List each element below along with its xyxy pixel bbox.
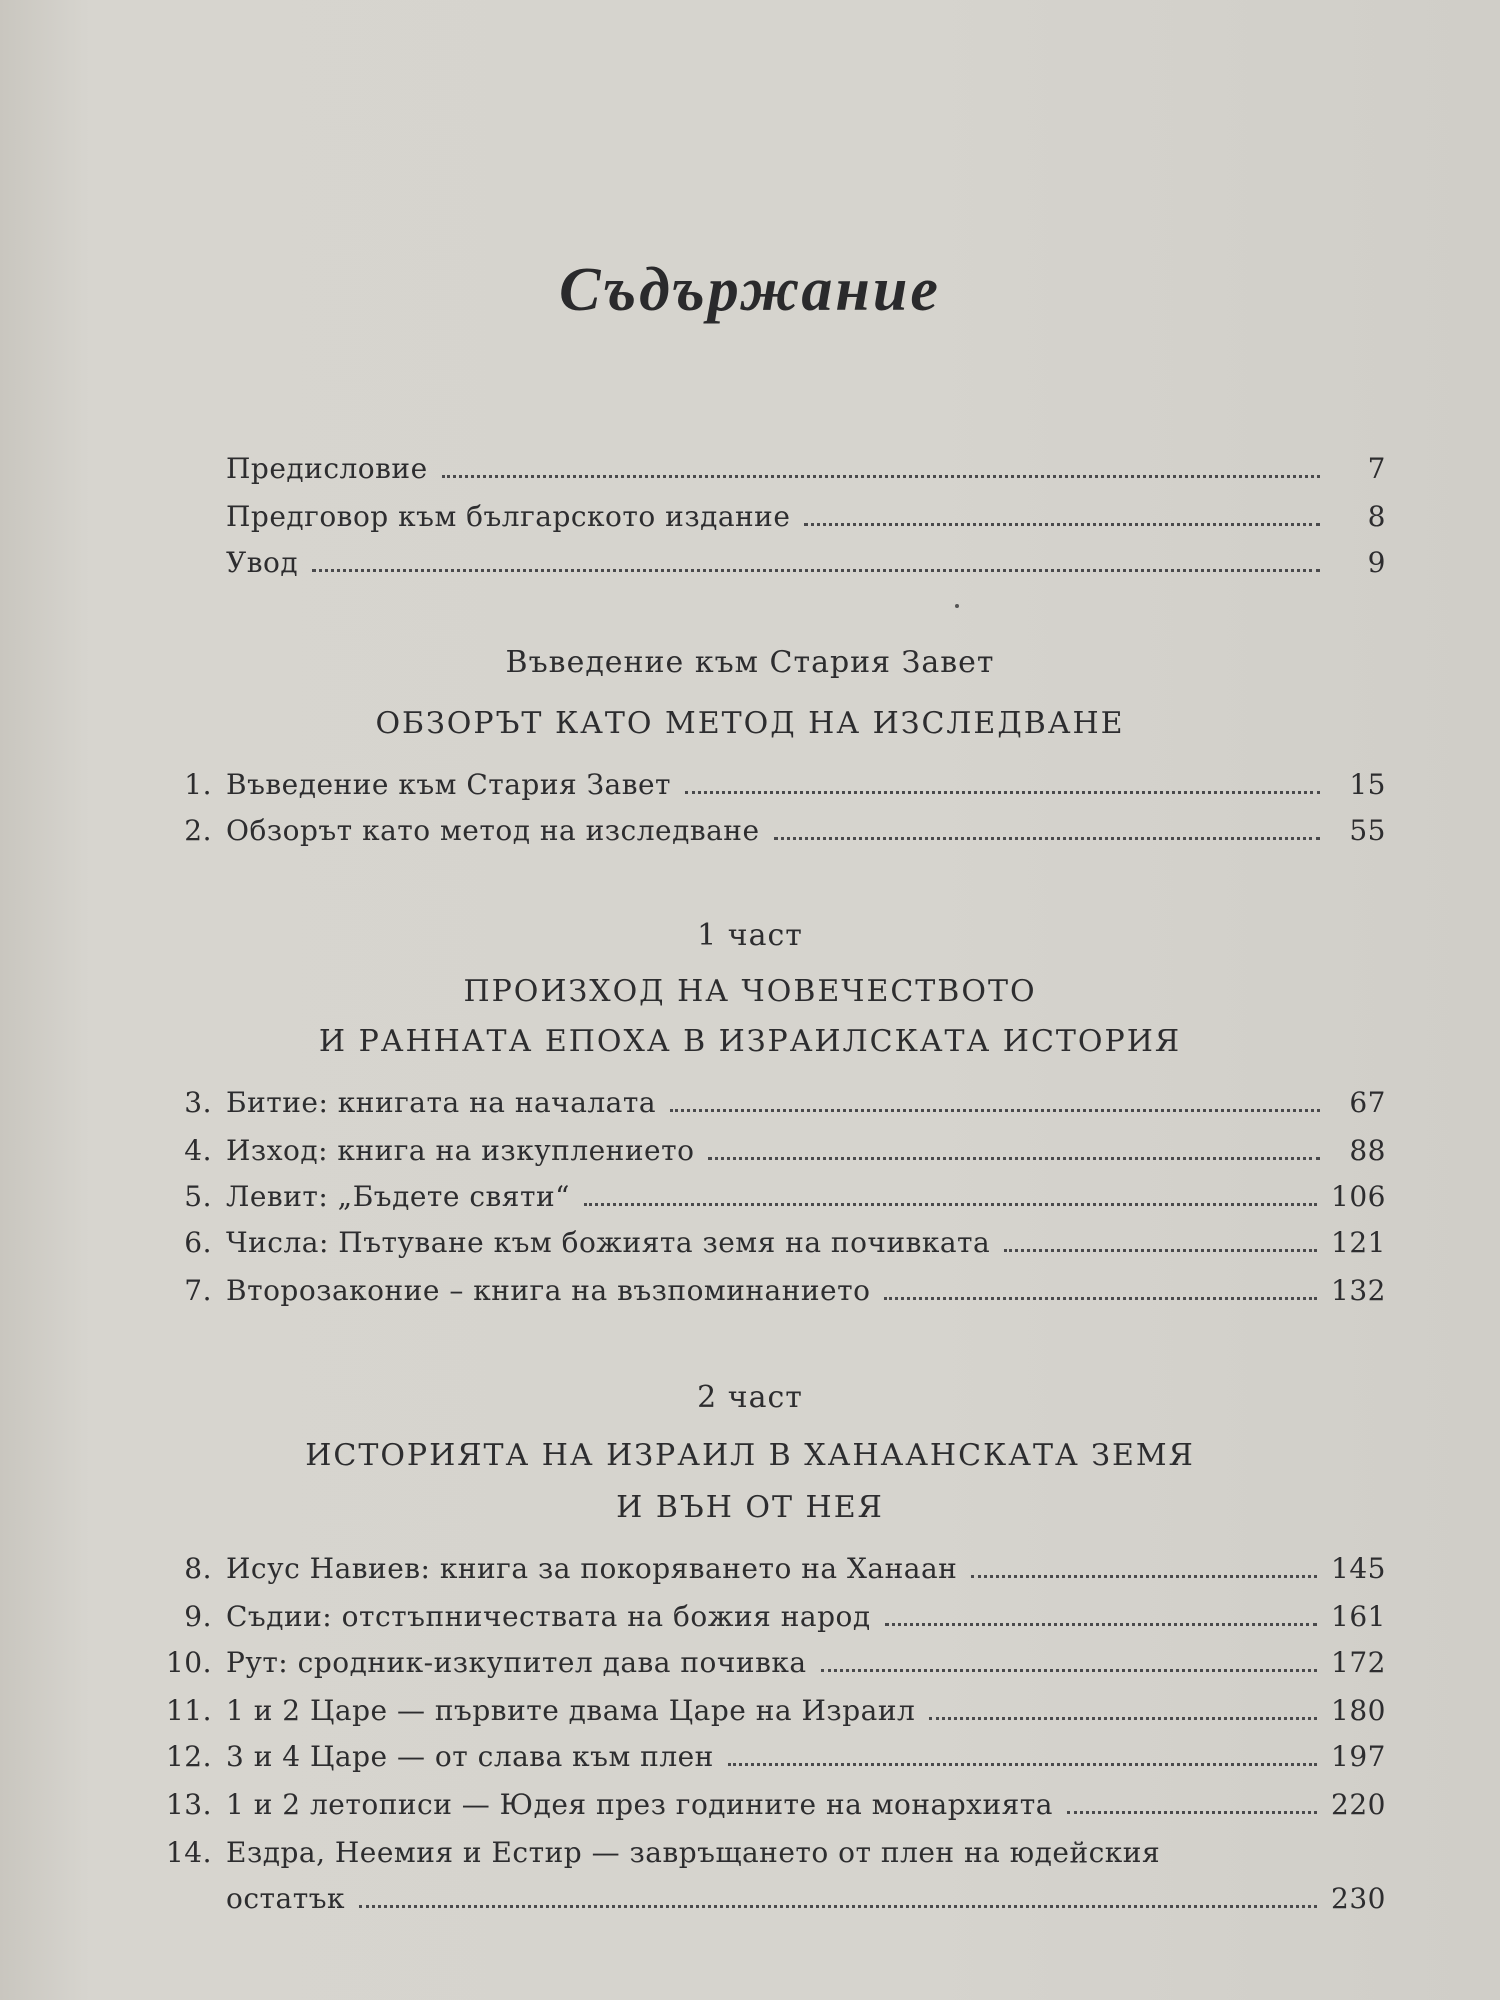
toc-entry	[152, 1180, 1386, 1214]
entry-label: Числа: Пътуване към божията земя на почивката	[226, 1226, 991, 1259]
entry-number: 10.	[165, 1646, 212, 1679]
dot-leader	[1004, 1249, 1317, 1252]
toc-entry	[152, 1788, 1386, 1822]
entry-label: Рут: сродник-изкупител дава почивка	[226, 1646, 807, 1679]
part-heading-line2: И РАННАТА ЕПОХА В ИЗРАИЛСКАТА ИСТОРИЯ	[318, 1024, 1182, 1059]
entry-page: 145	[1331, 1552, 1386, 1585]
dot-leader	[971, 1575, 1317, 1578]
entry-label: Увод	[226, 546, 299, 579]
toc-entry-continuation	[152, 1882, 1386, 1916]
entry-number: 4.	[184, 1134, 212, 1167]
entry-number: 3.	[184, 1086, 212, 1119]
entry-page: 9	[1367, 546, 1386, 579]
toc-entry	[152, 452, 1386, 486]
entry-page: 132	[1331, 1274, 1386, 1307]
entry-label: 1 и 2 Царе — първите двама Царе на Израил	[226, 1694, 916, 1727]
entry-page: 55	[1349, 814, 1386, 847]
entry-label: 1 и 2 летописи — Юдея през годините на монархията	[226, 1788, 1053, 1821]
entry-number: 13.	[165, 1788, 212, 1821]
part-heading-line1: ПРОИЗХОД НА ЧОВЕЧЕСТВОТО	[463, 974, 1037, 1009]
part-label: 2 част	[697, 1380, 803, 1415]
dot-leader	[584, 1203, 1317, 1206]
entry-page: 121	[1331, 1226, 1386, 1259]
ink-speck	[955, 604, 959, 608]
entry-label-line1: Ездра, Неемия и Естир — завръщането от плен на юдейския	[226, 1836, 1161, 1869]
dot-leader	[1067, 1811, 1317, 1814]
entry-number: 11.	[165, 1694, 212, 1727]
entry-number: 7.	[184, 1274, 212, 1307]
dot-leader	[885, 1623, 1317, 1626]
entry-label: Въведение към Стария Завет	[226, 768, 672, 801]
dot-leader	[884, 1297, 1317, 1300]
dot-leader	[685, 791, 1320, 794]
entry-page: 230	[1331, 1882, 1386, 1915]
entry-number: 14.	[165, 1836, 212, 1869]
toc-entry	[152, 1226, 1386, 1260]
entry-page: 8	[1367, 500, 1386, 533]
entry-number: 1.	[184, 768, 212, 801]
entry-page: 161	[1331, 1600, 1386, 1633]
entry-number: 12.	[165, 1740, 212, 1773]
entry-number: 6.	[184, 1226, 212, 1259]
entry-label: Предисловие	[226, 452, 428, 485]
entry-page: 67	[1349, 1086, 1386, 1119]
dot-leader	[774, 837, 1320, 840]
part-heading-line1: ИСТОРИЯТА НА ИЗРАИЛ В ХАНААНСКАТА ЗЕМЯ	[305, 1438, 1195, 1473]
dot-leader	[312, 569, 1320, 572]
entry-number: 8.	[184, 1552, 212, 1585]
entry-label: Обзорът като метод на изследване	[226, 814, 760, 847]
dot-leader	[728, 1763, 1317, 1766]
entry-page: 15	[1349, 768, 1386, 801]
entry-page: 88	[1349, 1134, 1386, 1167]
toc-entry	[152, 1274, 1386, 1308]
entry-label: Левит: „Бъдете святи“	[226, 1180, 570, 1213]
toc-entry	[152, 1086, 1386, 1120]
entry-label: Битие: книгата на началата	[226, 1086, 657, 1119]
toc-entry	[152, 546, 1386, 580]
part-heading-line2: И ВЪН ОТ НЕЯ	[616, 1490, 884, 1525]
dot-leader	[708, 1157, 1320, 1160]
toc-entry	[152, 768, 1386, 802]
entry-label: Изход: книга на изкуплението	[226, 1134, 695, 1167]
page-title: Съдържание	[559, 256, 941, 324]
entry-label: Второзаконие – книга на възпоминанието	[226, 1274, 871, 1307]
entry-page: 180	[1331, 1694, 1386, 1727]
entry-page: 106	[1331, 1180, 1386, 1213]
entry-label: Предговор към българското издание	[226, 500, 791, 533]
toc-entry	[152, 1740, 1386, 1774]
dot-leader	[929, 1717, 1317, 1720]
toc-entry	[152, 814, 1386, 848]
dot-leader	[442, 475, 1320, 478]
entry-number: 2.	[184, 814, 212, 847]
entry-label: Съдии: отстъпничествата на божия народ	[226, 1600, 871, 1633]
entry-number: 5.	[184, 1180, 212, 1213]
dot-leader	[804, 523, 1320, 526]
toc-entry	[152, 1694, 1386, 1728]
toc-entry	[152, 1646, 1386, 1680]
section-heading: ОБЗОРЪТ КАТО МЕТОД НА ИЗСЛЕДВАНЕ	[375, 706, 1125, 741]
entry-label-line2: остатък	[226, 1882, 346, 1915]
entry-page: 7	[1367, 452, 1386, 485]
entry-label: Исус Навиев: книга за покоряването на Ханаан	[226, 1552, 958, 1585]
entry-number: 9.	[184, 1600, 212, 1633]
dot-leader	[670, 1109, 1320, 1112]
toc-entry	[152, 500, 1386, 534]
toc-entry	[152, 1134, 1386, 1168]
toc-entry-multiline	[152, 1836, 1386, 1870]
section-subtitle: Въведение към Стария Завет	[505, 645, 995, 680]
toc-entry	[152, 1552, 1386, 1586]
entry-page: 172	[1331, 1646, 1386, 1679]
toc-entry	[152, 1600, 1386, 1634]
part-label: 1 част	[697, 918, 803, 953]
entry-page: 220	[1331, 1788, 1386, 1821]
dot-leader	[821, 1669, 1317, 1672]
entry-label: 3 и 4 Царе — от слава към плен	[226, 1740, 714, 1773]
entry-page: 197	[1331, 1740, 1386, 1773]
dot-leader	[359, 1905, 1317, 1908]
